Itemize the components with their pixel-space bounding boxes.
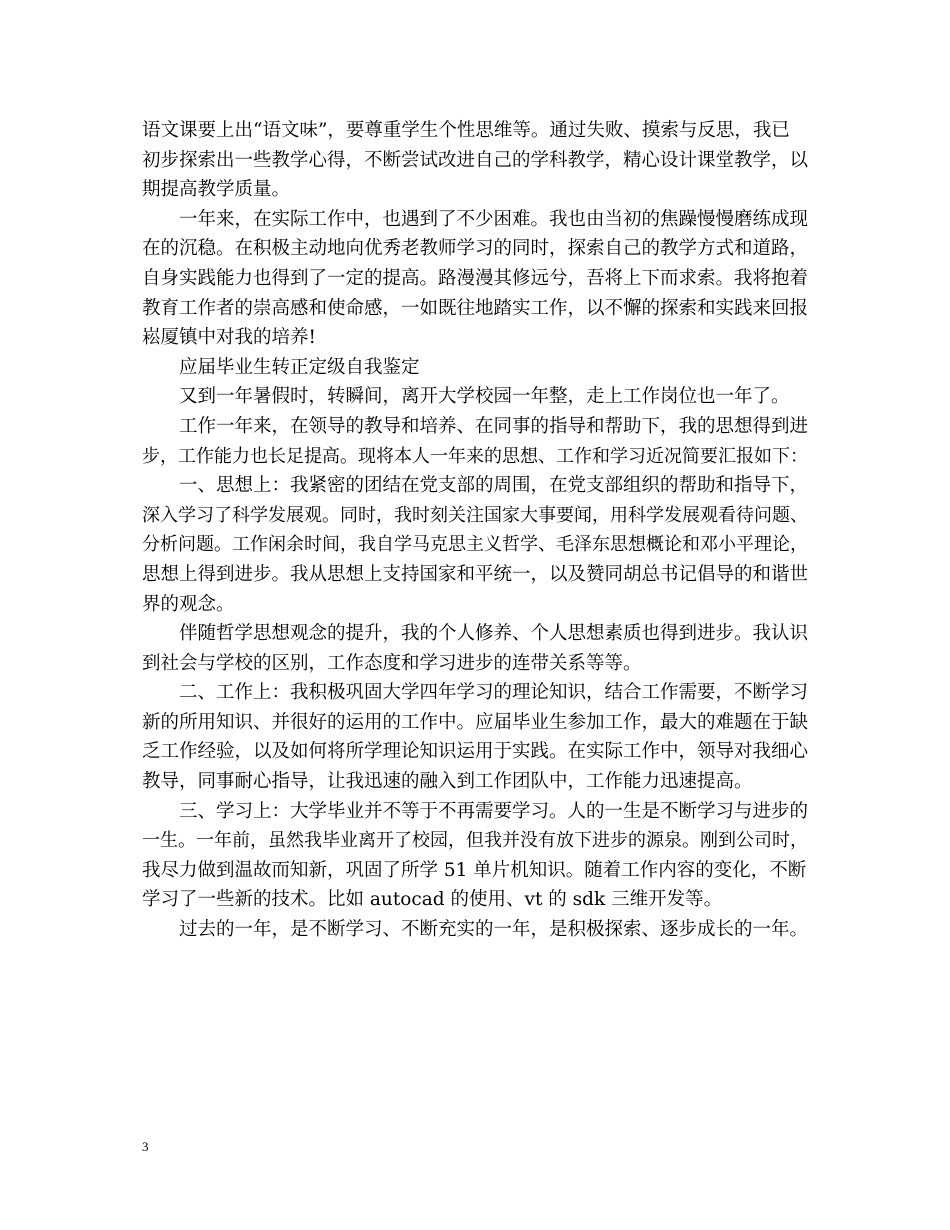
text-line: 伴随哲学思想观念的提升，我的个人修养、个人思想素质也得到进步。我认识 (179, 623, 809, 645)
text-line: 界的观念。 (142, 593, 235, 615)
text-line: 步，工作能力也长足提高。现将本人一年来的思想、工作和学习近况简要汇报如下： (142, 445, 808, 467)
text-line: 乏工作经验，以及如何将所学理论知识运用于实践。在实际工作中，领导对我细心 (142, 741, 809, 763)
text-line: 在的沉稳。在积极主动地向优秀老教师学习的同时，探索自己的教学方式和道路， (142, 238, 809, 260)
text-line: 应届毕业生转正定级自我鉴定 (179, 356, 420, 378)
text-line: 一生。一年前，虽然我毕业离开了校园，但我并没有放下进步的源泉。刚到公司时， (142, 830, 808, 852)
text-line: 学习了一些新的技术。比如 autocad 的使用、vt 的 sdk 三维开发等。 (142, 889, 723, 911)
text-line: 深入学习了科学发展观。同时，我时刻关注国家大事要闻，用科学发展观看待问题、 (142, 504, 808, 526)
text-line: 到社会与学校的区别，工作态度和学习进步的连带关系等等。 (142, 652, 642, 674)
text-line: 工作一年来，在领导的教导和培养、在同事的指导和帮助下，我的思想得到进 (179, 415, 809, 437)
text-line: 思想上得到进步。我从思想上支持国家和平统一，以及赞同胡总书记倡导的和谐世 (142, 563, 809, 585)
text-line: 崧厦镇中对我的培养! (142, 327, 316, 349)
text-line: 一年来，在实际工作中，也遇到了不少困难。我也由当初的焦躁慢慢磨练成现 (179, 208, 809, 230)
text-line: 新的所用知识、并很好的运用的工作中。应届毕业生参加工作，最大的难题在于缺 (142, 711, 809, 733)
text-line: 教导，同事耐心指导，让我迅速的融入到工作团队中，工作能力迅速提高。 (142, 771, 753, 793)
text-line: 一、思想上：我紧密的团结在党支部的周围，在党支部组织的帮助和指导下， (179, 475, 809, 497)
text-line: 我尽力做到温故而知新，巩固了所学 51 单片机知识。随着工作内容的变化，不断 (142, 859, 807, 881)
page-number: 3 (142, 1139, 149, 1154)
text-line: 三、学习上：大学毕业并不等于不再需要学习。人的一生是不断学习与进步的 (179, 800, 809, 822)
document-body (142, 116, 812, 945)
text-line: 又到一年暑假时，转瞬间，离开大学校园一年整，走上工作岗位也一年了。 (179, 386, 790, 408)
text-line: 二、工作上：我积极巩固大学四年学习的理论知识，结合工作需要，不断学习 (179, 682, 809, 704)
text-line: 初步探索出一些教学心得，不断尝试改进自己的学科教学，精心设计课堂教学，以 (142, 149, 809, 171)
text-line: 过去的一年，是不断学习、不断充实的一年，是积极探索、逐步成长的一年。 (179, 919, 809, 941)
text-line: 教育工作者的崇高感和使命感，一如既往地踏实工作，以不懈的探索和实践来回报 (142, 297, 809, 319)
text-line: 分析问题。工作闲余时间，我自学马克思主义哲学、毛泽东思想概论和邓小平理论， (142, 534, 808, 556)
text-line: 自身实践能力也得到了一定的提高。路漫漫其修远兮，吾将上下而求索。我将抱着 (142, 267, 809, 289)
text-line: 语文课要上出“语文味”，要尊重学生个性思维等。通过失败、摸索与反思，我已 (142, 120, 790, 141)
text-line: 期提高教学质量。 (142, 179, 291, 201)
